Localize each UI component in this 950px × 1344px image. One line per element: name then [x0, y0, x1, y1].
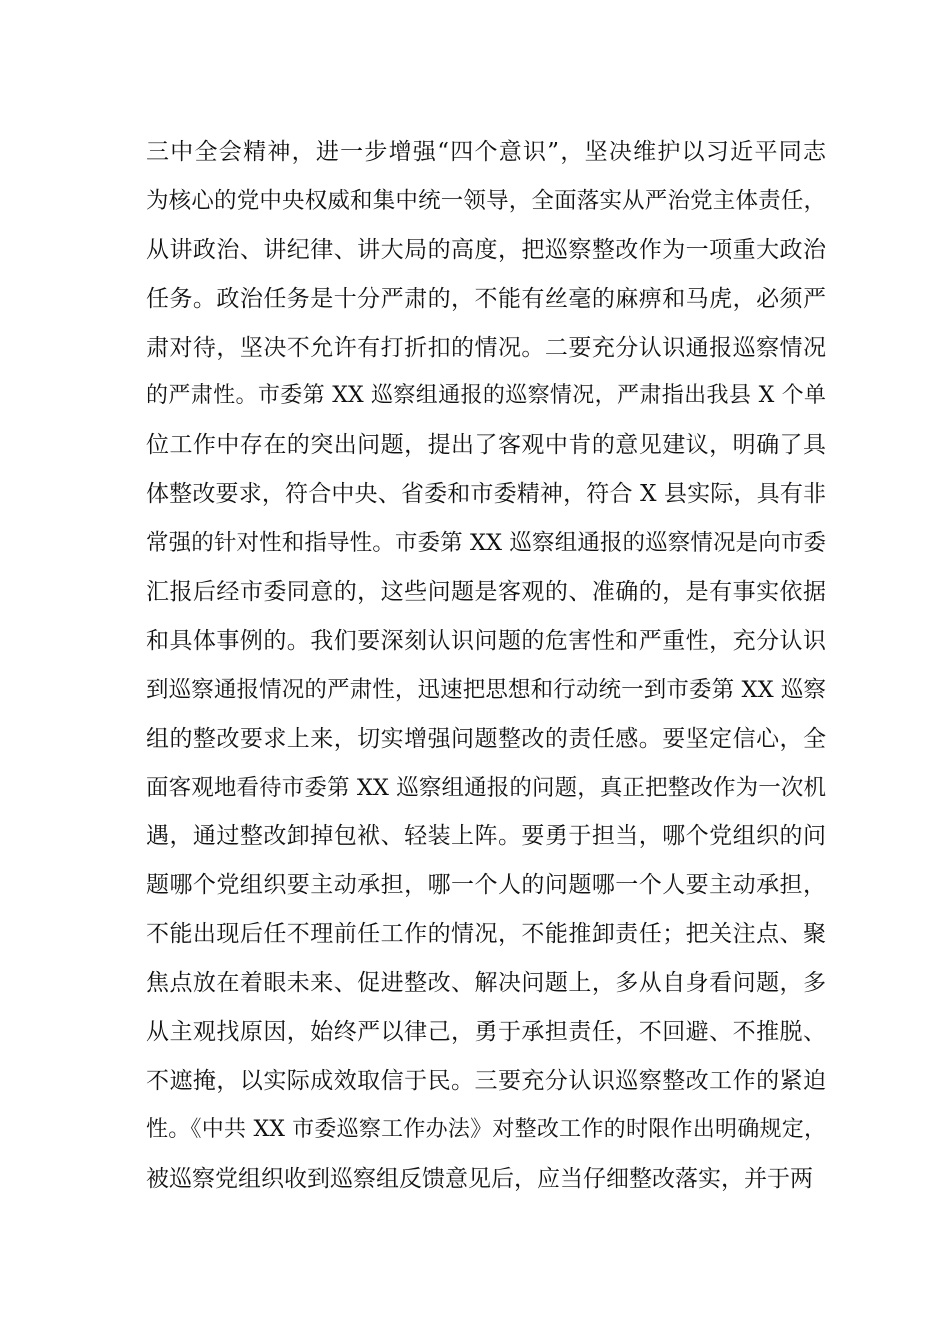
- text-line-10: 汇报后经市委同意的，这些问题是客观的、准确的，是有事实依据: [146, 579, 826, 606]
- text-line-7: 位工作中存在的突出问题，提出了客观中肯的意见建议，明确了具: [146, 432, 826, 459]
- text-line-4: 任务。政治任务是十分严肃的，不能有丝毫的麻痹和马虎，必须严: [146, 285, 826, 312]
- text-line-9: 常强的针对性和指导性。市委第 XX 巡察组通报的巡察情况是向市委: [146, 530, 826, 557]
- text-line-20: 不遮掩，以实际成效取信于民。三要充分认识巡察整改工作的紧迫: [146, 1067, 826, 1094]
- text-line-3: 从讲政治、讲纪律、讲大局的高度，把巡察整改作为一项重大政治: [146, 236, 826, 263]
- text-line-22: 被巡察党组织收到巡察组反馈意见后，应当仔细整改落实，并于两: [146, 1165, 813, 1192]
- text-line-16: 题哪个党组织要主动承担，哪一个人的问题哪一个人要主动承担，: [146, 872, 826, 899]
- text-line-5: 肃对待，坚决不允许有打折扣的情况。二要充分认识通报巡察情况: [146, 334, 826, 361]
- text-line-13: 组的整改要求上来，切实增强问题整改的责任感。要坚定信心，全: [146, 725, 826, 752]
- text-line-11: 和具体事例的。我们要深刻认识问题的危害性和严重性，充分认识: [146, 627, 826, 654]
- body-text: [146, 132, 826, 1208]
- text-line-19: 从主观找原因，始终严以律己，勇于承担责任，不回避、不推脱、: [146, 1019, 826, 1046]
- text-line-2: 为核心的党中央权威和集中统一领导，全面落实从严治党主体责任，: [146, 187, 826, 214]
- text-line-17: 不能出现后任不理前任工作的情况，不能推卸责任；把关注点、聚: [146, 921, 826, 948]
- text-line-21: 性。《中共 XX 市委巡察工作办法》对整改工作的时限作出明确规定，: [146, 1116, 826, 1142]
- text-line-8: 体整改要求，符合中央、省委和市委精神，符合 X 县实际，具有非: [146, 481, 826, 508]
- text-line-6: 的严肃性。市委第 XX 巡察组通报的巡察情况，严肃指出我县 X 个单: [146, 383, 826, 409]
- text-line-14: 面客观地看待市委第 XX 巡察组通报的问题，真正把整改作为一次机: [146, 774, 826, 801]
- text-line-18: 焦点放在着眼未来、促进整改、解决问题上，多从自身看问题，多: [146, 970, 826, 997]
- text-line-12: 到巡察通报情况的严肃性，迅速把思想和行动统一到市委第 XX 巡察: [146, 676, 826, 703]
- text-line-15: 遇，通过整改卸掉包袱、轻装上阵。要勇于担当，哪个党组织的问: [146, 823, 826, 850]
- text-line-1: 三中全会精神，进一步增强“四个意识”，坚决维护以习近平同志: [146, 139, 826, 165]
